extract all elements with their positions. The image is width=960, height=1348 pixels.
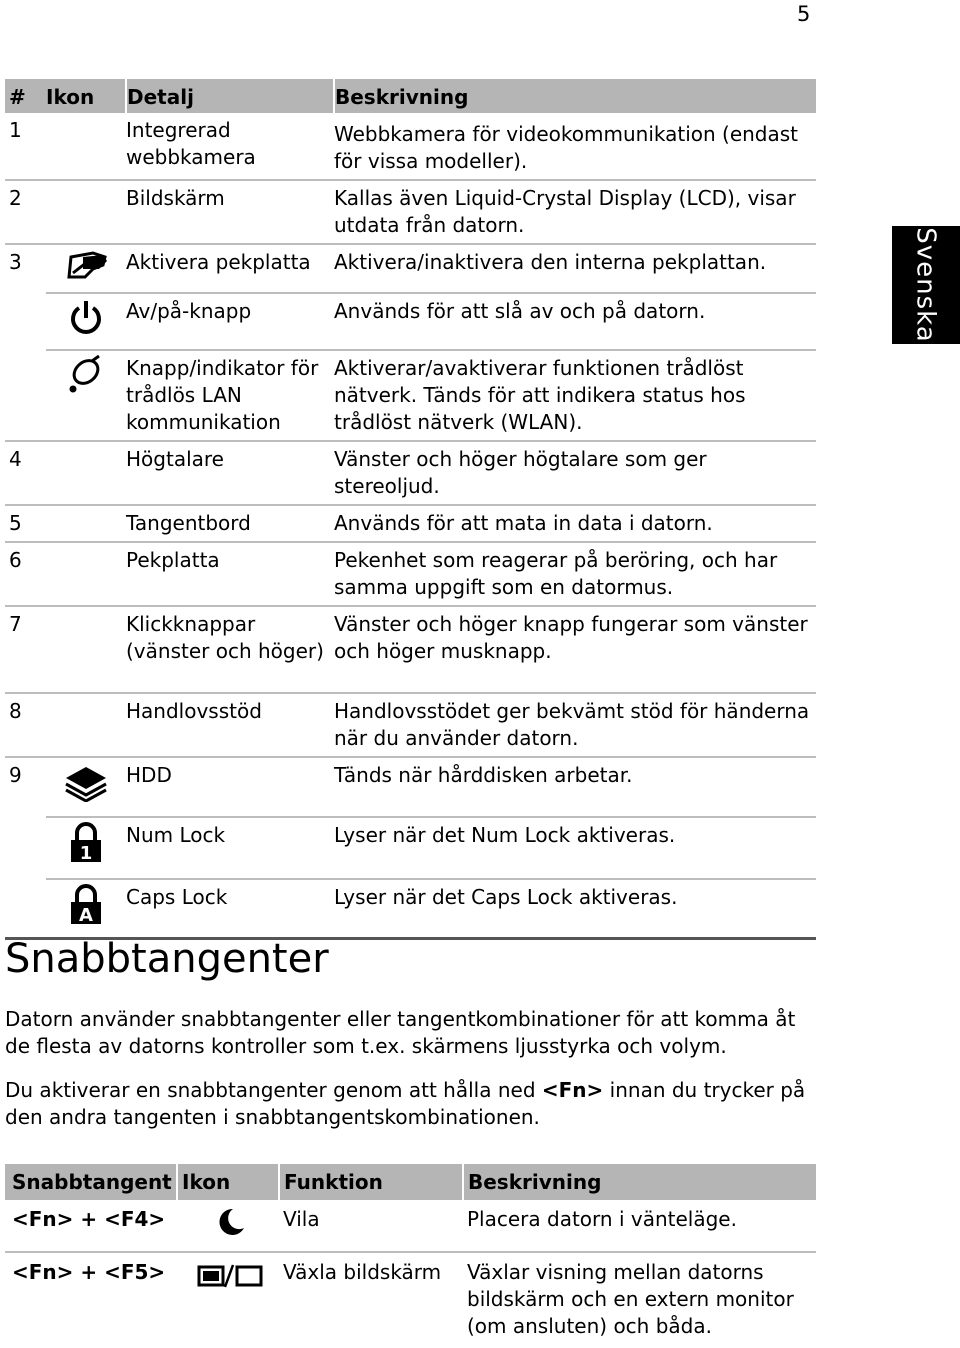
row-description: Pekenhet som reagerar på beröring, och har samma uppgift som en datormus. xyxy=(334,542,816,606)
row-detail: Pekplatta xyxy=(126,542,334,606)
row-detail: HDD xyxy=(126,757,334,817)
table-row xyxy=(5,244,816,293)
row-detail: Integrerad webbkamera xyxy=(126,113,334,180)
row-detail: Handlovsstöd xyxy=(126,693,334,757)
header-description: Beskrivning xyxy=(334,79,816,113)
row-num: 3 xyxy=(9,250,22,274)
touchpad-toggle-icon xyxy=(63,249,109,281)
row-detail: Caps Lock xyxy=(126,879,334,939)
row-hotkey: <Fn> + <F5> xyxy=(12,1260,166,1284)
paragraph-intro: Datorn använder snabbtangenter eller tangentkombinationer för att komma åt de flesta av datorns kontroller som t.ex. skärmens ljusstyrka och volym. xyxy=(5,1007,796,1058)
row-num: 9 xyxy=(9,763,22,787)
num-lock-icon xyxy=(68,822,104,864)
header-icon: Ikon xyxy=(177,1164,279,1200)
row-num: 7 xyxy=(5,606,46,693)
row-num: 8 xyxy=(5,693,46,757)
row-description: Handlovsstödet ger bekvämt stöd för händerna när du använder datorn. xyxy=(334,693,816,757)
header-icon: Ikon xyxy=(46,79,126,113)
row-description: Placera datorn i vänteläge. xyxy=(463,1200,816,1252)
paragraph-activation: Du aktiverar en snabbtangenter genom att hålla ned <Fn> innan du trycker på den andra tangenten i snabbtangentskombinationen. xyxy=(5,1078,806,1129)
row-hotkey: <Fn> + <F4> xyxy=(5,1200,177,1252)
row-description: Lyser när det Caps Lock aktiveras. xyxy=(334,879,816,939)
hdd-icon xyxy=(62,762,110,802)
row-function: Växla bildskärm xyxy=(283,1260,442,1284)
table-row xyxy=(5,817,816,879)
row-description: Kallas även Liquid-Crystal Display (LCD), visar utdata från datorn. xyxy=(334,180,816,244)
row-description: Webbkamera för videokommunikation (endast för vissa modeller). xyxy=(334,113,816,180)
row-num: 2 xyxy=(5,180,46,244)
row-description: Lyser när det Num Lock aktiveras. xyxy=(334,817,816,879)
display-toggle-icon xyxy=(195,1259,265,1293)
table-row xyxy=(5,441,816,505)
row-num: 4 xyxy=(5,441,46,505)
fn-key-label: <Fn> xyxy=(541,1078,604,1102)
wireless-icon xyxy=(66,355,106,395)
header-function: Funktion xyxy=(279,1164,463,1200)
row-detail: Högtalare xyxy=(126,441,334,505)
moon-sleep-icon xyxy=(213,1206,247,1238)
components-table xyxy=(5,79,816,940)
table-row xyxy=(5,293,816,350)
table-row xyxy=(5,505,816,542)
row-description: Används för att mata in data i datorn. xyxy=(334,505,816,542)
row-description: Används för att slå av och på datorn. xyxy=(334,293,816,350)
row-num: 1 xyxy=(5,113,46,180)
row-num: 6 xyxy=(5,542,46,606)
header-detail: Detalj xyxy=(126,79,334,113)
row-function: Vila xyxy=(279,1200,463,1252)
table-row xyxy=(5,757,816,817)
header-hotkey: Snabbtangent xyxy=(5,1164,177,1200)
row-detail: Klickknappar (vänster och höger) xyxy=(126,606,334,693)
page-number: 5 xyxy=(797,2,811,26)
power-icon xyxy=(68,298,104,338)
language-tab xyxy=(892,226,960,344)
language-tab-label: Svenska xyxy=(911,227,942,343)
row-description: Växlar visning mellan datorns bildskärm och en extern monitor (om ansluten) och båda. xyxy=(467,1260,794,1338)
caps-lock-icon xyxy=(68,884,104,926)
table-row xyxy=(5,542,816,606)
svg-text:1: 1 xyxy=(79,843,93,864)
hotkeys-table xyxy=(5,1164,816,1348)
section-title: Snabbtangenter xyxy=(5,936,329,982)
row-detail: Knapp/indikator för trådlös LAN kommunikation xyxy=(126,350,334,441)
table-row xyxy=(5,606,816,693)
row-detail: Bildskärm xyxy=(126,180,334,244)
svg-text:A: A xyxy=(79,905,93,926)
table-row xyxy=(5,350,816,441)
table-row xyxy=(5,1252,816,1348)
row-description: Vänster och höger knapp fungerar som vänster och höger musknapp. xyxy=(334,606,816,693)
row-detail: Num Lock xyxy=(126,817,334,879)
row-description: Aktiverar/avaktiverar funktionen trådlöst nätverk. Tänds för att indikera status hos trådlöst nätverk (WLAN). xyxy=(334,350,816,441)
row-num: 5 xyxy=(5,505,46,542)
row-detail: Tangentbord xyxy=(126,505,334,542)
table-row xyxy=(5,1200,816,1252)
header-description: Beskrivning xyxy=(463,1164,816,1200)
table-row xyxy=(5,180,816,244)
table-row xyxy=(5,113,816,180)
table-row xyxy=(5,693,816,757)
row-detail: Av/på-knapp xyxy=(126,293,334,350)
header-num: # xyxy=(5,79,46,113)
row-detail: Aktivera pekplatta xyxy=(126,244,334,293)
table-row xyxy=(5,879,816,939)
row-description: Aktivera/inaktivera den interna pekplattan. xyxy=(334,244,816,293)
table-header xyxy=(5,79,816,113)
row-description: Tänds när hårddisken arbetar. xyxy=(334,757,816,817)
table-header xyxy=(5,1164,816,1200)
row-description: Vänster och höger högtalare som ger stereoljud. xyxy=(334,441,816,505)
